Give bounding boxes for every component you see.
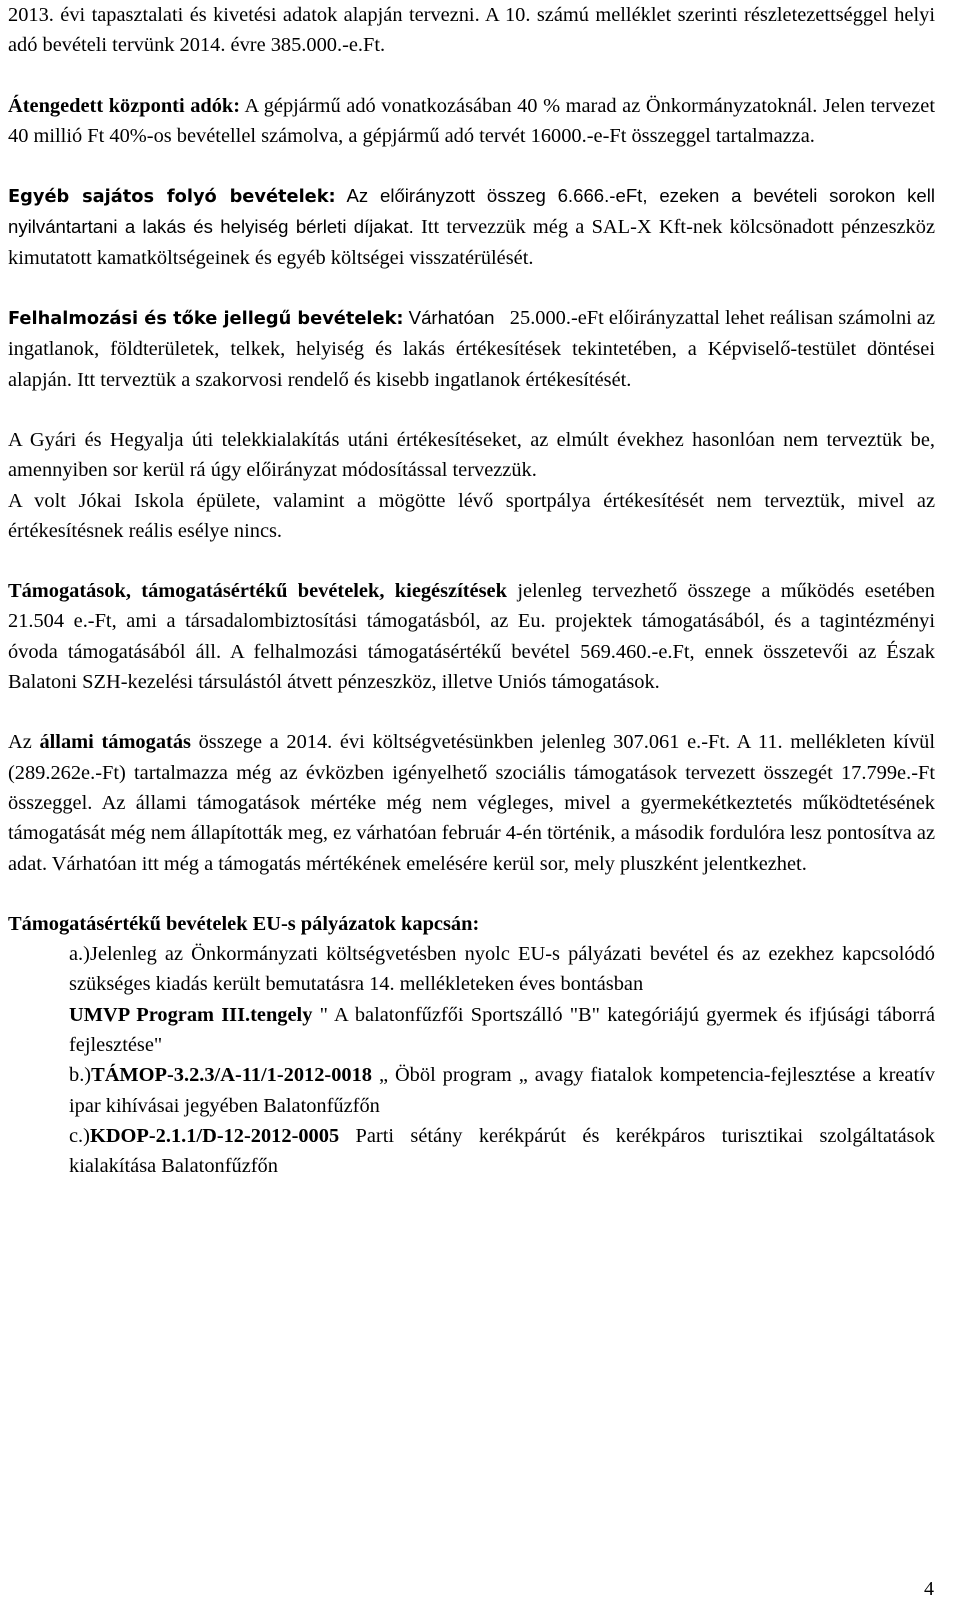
project-code: TÁMOP-3.2.3/A-11/1-2012-0018 bbox=[91, 1064, 373, 1087]
list-marker: b.) bbox=[69, 1064, 92, 1087]
paragraph-heading: Felhalmozási és tőke jellegű bevételek: bbox=[8, 308, 404, 330]
paragraph-central-taxes bbox=[8, 91, 935, 152]
list-item-text: „ Öböl program „ avagy fiatalok kompetencia-fejlesztése a kreatív ipar kihívásai jegyében Balatonfűzfőn bbox=[69, 1064, 935, 1117]
paragraph-text: Az előirányzott összeg 6.666.-eFt, ezeken a bevételi sorokon kell nyilvántartani a lakás és helyiség bérleti díjakat. bbox=[8, 185, 935, 238]
paragraph-text: 2013. évi tapasztalati és kivetési adatok alapján tervezni. A 10. számú melléklet szerinti részletezettséggel helyi adó bevételi tervünk 2014. évre 385.000.-e.Ft. bbox=[8, 4, 935, 57]
paragraph-grants bbox=[8, 576, 935, 697]
paragraph-text: Várhatóan bbox=[403, 307, 495, 329]
project-code: UMVP Program III.tengely bbox=[69, 1003, 313, 1026]
paragraph-text: összege a 2014. évi költségvetésünkben jelenleg 307.061 e.-Ft. A 11. mellékleten kívül (289.262e.-Ft) tartalmazza még az évközben igényelhető szociális támogatások tervezett összegét 17.799e.-Ft összeggel. Az állami támogatások mértéke még nem végleges, mivel a gyermekétkeztetés működtetésének támogatását még nem állapították meg, ez várhatóan február 4-én történik, a második fordulóra lesz pontosítva az adat. Várhatóan itt még a támogatás mértékének emelésére kerül sor, mely pluszként jelentkezhet. bbox=[8, 731, 935, 875]
list-item-c bbox=[69, 1121, 935, 1182]
paragraph-heading: Egyéb sajátos folyó bevételek: bbox=[8, 186, 336, 208]
paragraph-state-support bbox=[8, 727, 935, 878]
list-item-umvp bbox=[69, 1000, 935, 1061]
list-item-b bbox=[69, 1060, 935, 1121]
paragraph-text: jelenleg tervezhető összege a működés esetében 21.504 e.-Ft, ami a társadalombiztosítási támogatásból, az Eu. projektek támogatásából, és a tagintézményi óvoda támogatásából áll. A felhalmozási támogatásértékű bevétel 569.460.-e.Ft, ennek összetevői az Észak Balatoni SZH-kezelési társulástól átvett pénzeszköz, illetve Uniós támogatások. bbox=[8, 580, 935, 694]
paragraph-text-continued: 25.000.-eFt előirányzattal lehet reálisan számolni az ingatlanok, földterületek, telkek, helyiség és lakás értékesítések tekintetében, a Képviselő-testület döntései alapján. Itt terveztük a szakorvosi rendelő és kisebb ingatlanok értékesítését. bbox=[8, 307, 936, 391]
paragraph-other-income bbox=[8, 181, 935, 273]
paragraph-text: A volt Jókai Iskola épülete, valamint a mögötte lévő sportpálya értékesítését nem terveztük, mivel az értékesítésnek reális esélye nincs. bbox=[8, 489, 935, 542]
paragraph-local-tax bbox=[8, 0, 935, 61]
paragraph-capital-income bbox=[8, 303, 935, 395]
eu-heading-text: Támogatásértékű bevételek EU-s pályázatok kapcsán: bbox=[8, 912, 480, 935]
paragraph-text-continued: Itt tervezzük még a SAL-X Kft-nek kölcsönadott pénzeszköz kimutatott kamatköltségeinek és egyéb költségei visszatérülését. bbox=[8, 216, 936, 269]
list-marker: c.) bbox=[69, 1124, 90, 1147]
paragraph-heading: Átengedett központi adók: bbox=[8, 94, 241, 117]
list-item-text: " A balatonfűzfői Sportszálló "B" kategóriájú gyermek és ifjúsági táborrá fejlesztése" bbox=[69, 1003, 935, 1057]
eu-section-heading bbox=[8, 909, 935, 939]
paragraph-text: A gépjármű adó vonatkozásában 40 % marad az Önkormányzatoknál. Jelen tervezet 40 millió Ft 40%-os bevétellel számolva, a gépjármű adó tervét 16000.-e-Ft összeggel tartalmazza. bbox=[8, 94, 935, 147]
paragraph-text-pre: Az bbox=[8, 731, 40, 754]
paragraph-heading: állami támogatás bbox=[39, 731, 191, 754]
paragraph-text: A Gyári és Hegyalja úti telekkialakítás utáni értékesítéseket, az elmúlt évekhez hasonlóan nem terveztük be, amennyiben sor kerül rá úgy előirányzat módosítással tervezzük. bbox=[8, 428, 935, 482]
list-item-text: Parti sétány kerékpárút és kerékpáros turisztikai szolgáltatások kialakítása Balatonfűzfőn bbox=[69, 1124, 935, 1178]
page-number: 4 bbox=[924, 1578, 934, 1600]
paragraph-school-building bbox=[8, 486, 935, 547]
project-code: KDOP-2.1.1/D-12-2012-0005 bbox=[89, 1124, 340, 1147]
list-item-a bbox=[69, 939, 935, 1000]
list-marker: a.) bbox=[69, 943, 90, 966]
paragraph-plot-sales bbox=[8, 425, 935, 486]
list-item-text: Jelenleg az Önkormányzati költségvetésben nyolc EU-s pályázati bevétel és az ezekhez kapcsolódó szükséges kiadás került bemutatásra 14. mellékleteken éves bontásban bbox=[69, 943, 935, 996]
document-page bbox=[8, 0, 935, 1610]
paragraph-heading: Támogatások, támogatásértékű bevételek, kiegészítések bbox=[8, 580, 507, 603]
eu-project-list bbox=[8, 939, 935, 1181]
